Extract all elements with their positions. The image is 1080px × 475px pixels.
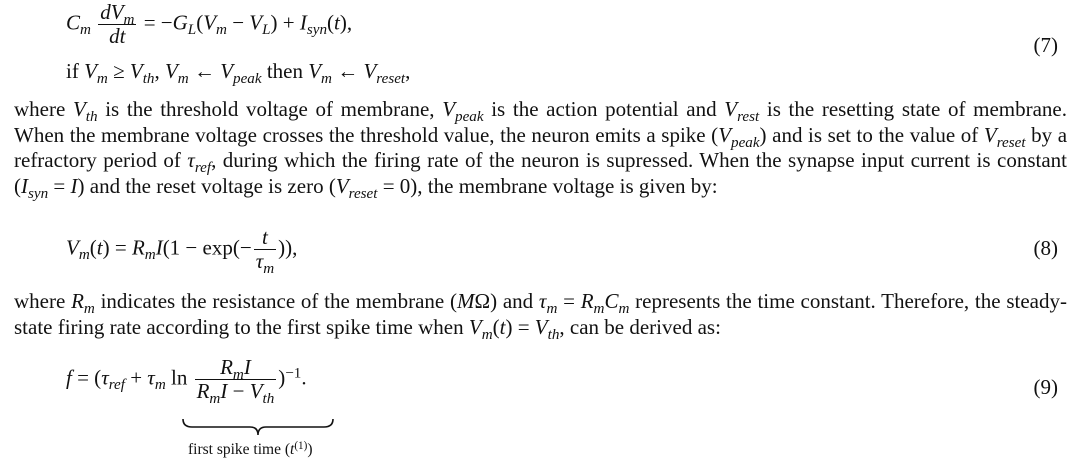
equation-8-number: (8) bbox=[1033, 236, 1058, 260]
underbrace bbox=[182, 418, 334, 438]
equation-7-line-2: if $V_m \ge V_{th}$, $V_m$ ← $V_{peak}$ then $V_m$ ← $V_{reset}$, bbox=[66, 59, 411, 87]
paragraph-2: where $R_m$ indicates the resistance of the membrane (MΩ) and $\tau_m = R_mC_m$ represents the time constant. Therefore, the steady-state firing rate according to the first spike time when $V_m(t) = V_{th}$, can be derived as: bbox=[14, 289, 1067, 343]
equation-7-number: (7) bbox=[1033, 33, 1058, 57]
equation-8: $V_m(t) = R_mI(1 - \exp(-$ $\frac{t}{\tau_m}$ )), bbox=[66, 225, 298, 277]
paragraph-1: where $V_{th}$ is the threshold voltage of membrane, $V_{peak}$ is the action potential and $V_{rest}$ is the resetting state of membrane. When the membrane voltage crosses the threshold value, the neuron emits a spike $(V_{peak})$ and is set to the value of $V_{reset}$ by a refractory period of $\tau_{ref}$, during which the firing rate of the neuron is supressed. When the synapse input current is constant $(I_{syn} = I)$ and the reset voltage is zero $(V_{reset} = 0)$, the membrane voltage is given by: bbox=[14, 97, 1068, 202]
equation-9: $f = (\tau_{ref} + \tau_m$ ln $\frac{R_mI}{R_mI - V_{th}}$ )$^{-1}$. bbox=[66, 355, 307, 407]
equation-9-number: (9) bbox=[1033, 375, 1058, 399]
equation-7-line-1: $C_m$ $\frac{dV_m}{dt}$ = $-G_L(V_m - V_L) + I_{syn}(t)$, bbox=[66, 0, 353, 48]
first-spike-time-label: first spike time $(t^{(1)})$ bbox=[188, 439, 313, 458]
